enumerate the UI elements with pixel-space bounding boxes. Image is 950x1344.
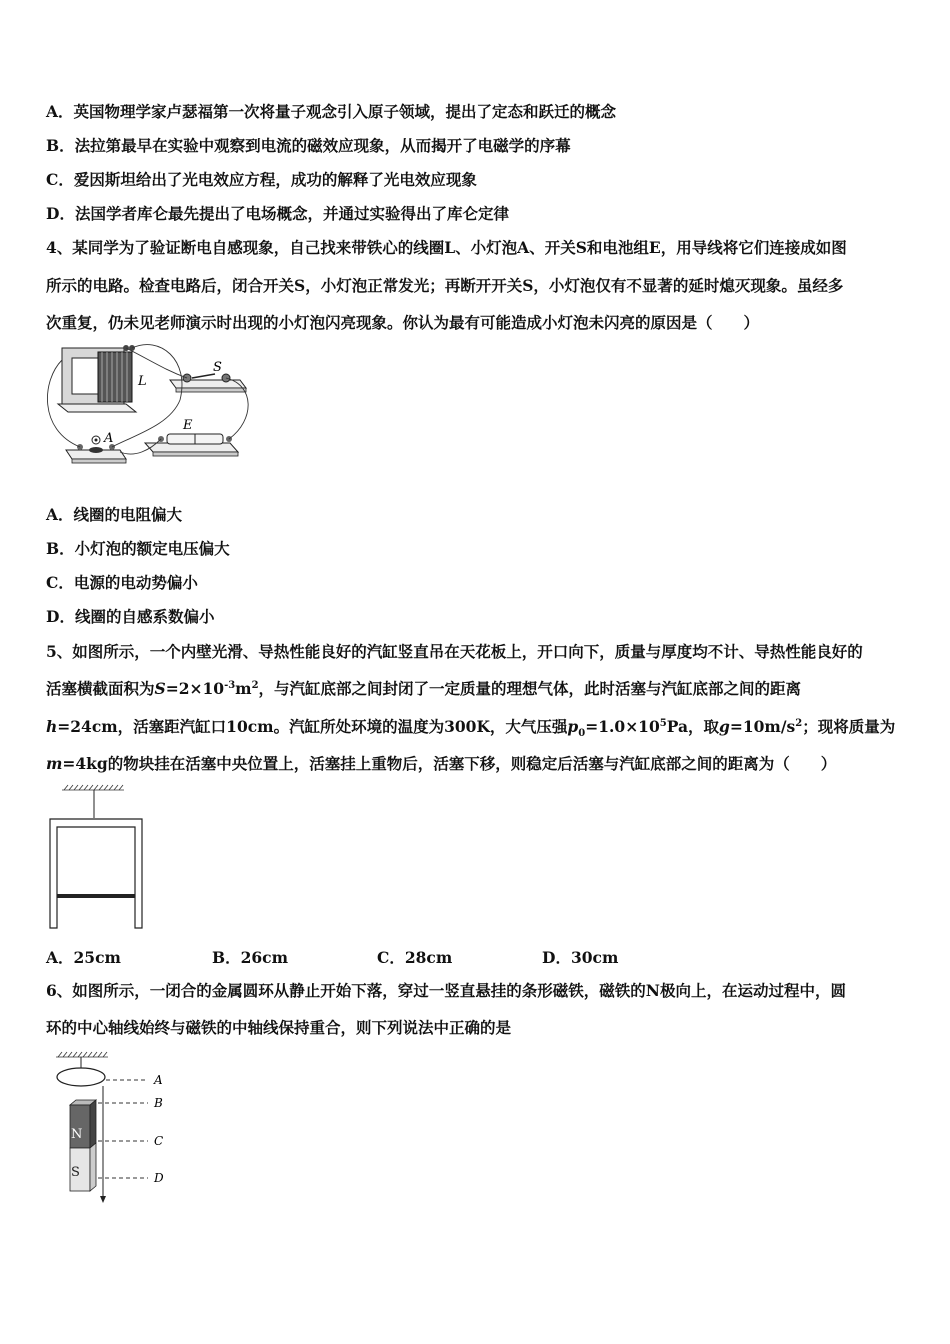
q5-var-h: h xyxy=(46,717,58,736)
q5-exp: 2 xyxy=(795,717,803,729)
coil-label: L xyxy=(138,374,147,389)
q5-var-p: p xyxy=(567,717,579,736)
position-d-label: D xyxy=(154,1171,164,1185)
q3-option-c: C．爱因斯坦给出了光电效应方程，成功的解释了光电效应现象 xyxy=(46,170,477,189)
battery-label: E xyxy=(183,418,193,433)
q4-option-a: A．线圈的电阻偏大 xyxy=(46,505,183,524)
coil-diagram xyxy=(58,345,136,412)
q5-sub: 0 xyxy=(578,728,586,740)
q5-stem-line-4 xyxy=(46,754,836,774)
q4-stem-line-1: 4、某同学为了验证断电自感现象，自己找来带铁心的线圈L、小灯泡A、开关S和电池组E，用导线将它们连接成如图 xyxy=(46,238,847,257)
q3-option-d: D．法国学者库仑最先提出了电场概念，并通过实验得出了库仑定律 xyxy=(46,204,509,223)
q5-text: m xyxy=(235,679,252,698)
north-pole-label: N xyxy=(71,1127,83,1142)
q5-exp: -3 xyxy=(224,679,236,691)
q5-exp: 5 xyxy=(659,717,667,729)
q4-option-b: B．小灯泡的额定电压偏大 xyxy=(46,539,230,558)
battery-diagram xyxy=(145,434,238,456)
q6-stem-line-1: 6、如图所示，一闭合的金属圆环从静止开始下落，穿过一竖直悬挂的条形磁铁，磁铁的N极向上，在运动过程中，圆 xyxy=(46,981,846,1000)
q3-option-b: B．法拉第最早在实验中观察到电流的磁效应现象，从而揭开了电磁学的序幕 xyxy=(46,136,571,155)
q5-text: ；现将质量为 xyxy=(802,717,896,736)
level-lines xyxy=(98,1080,148,1178)
q5-text: ，与汽缸底部之间封闭了一定质量的理想气体，此时活塞与汽缸底部之间的距离 xyxy=(258,679,802,698)
q5-text: =4kg的物块挂在活塞中央位置上，活塞挂上重物后，活塞下移，则稳定后活塞与汽缸底部之间的距离为（ ） xyxy=(62,754,837,773)
metal-ring xyxy=(57,1068,105,1086)
q5-option-d: D．30cm xyxy=(542,948,619,967)
q5-option-b: B．26cm xyxy=(212,948,289,967)
cylinder-wall xyxy=(50,819,142,928)
lamp-diagram xyxy=(66,436,126,463)
q5-stem-line-1: 5、如图所示，一个内壁光滑、导热性能良好的汽缸竖直吊在天花板上，开口向下，质量与厚度均不计、导热性能良好的 xyxy=(46,642,863,661)
q4-option-c: C．电源的电动势偏小 xyxy=(46,573,198,592)
q5-text: =2×10 xyxy=(165,679,225,698)
q5-var-m: m xyxy=(46,754,63,773)
q4-option-d: D．线圈的自感系数偏小 xyxy=(46,607,215,626)
q5-var-S: S xyxy=(154,679,166,698)
q6-stem-line-2: 环的中心轴线始终与磁铁的中轴线保持重合，则下列说法中正确的是 xyxy=(46,1018,512,1037)
q5-text: =1.0×10 xyxy=(585,717,660,736)
position-b-label: B xyxy=(154,1096,163,1110)
q4-stem-line-2: 所示的电路。检查电路后，闭合开关S，小灯泡正常发光；再断开开关S，小灯泡仅有不显著的延时熄灭现象。虽经多 xyxy=(46,276,844,295)
q5-stem-line-2 xyxy=(46,679,801,699)
position-c-label: C xyxy=(154,1134,164,1148)
q5-text: =10m/s xyxy=(729,717,796,736)
q5-text: =24cm，活塞距汽缸口10cm。汽缸所处环境的温度为300K，大气压强 xyxy=(57,717,568,736)
position-a-label: A xyxy=(154,1073,163,1087)
q5-stem-line-3 xyxy=(46,717,896,740)
lamp-label: A xyxy=(104,431,114,446)
q3-option-a: A．英国物理学家卢瑟福第一次将量子观念引入原子领域，提出了定态和跃迁的概念 xyxy=(46,102,617,121)
q5-exp: 2 xyxy=(251,679,259,691)
south-pole-label: S xyxy=(71,1165,80,1180)
q5-option-c: C．28cm xyxy=(377,948,453,967)
q5-text: Pa，取 xyxy=(666,717,720,736)
q4-stem-line-3: 次重复，仍未见老师演示时出现的小灯泡闪亮现象。你认为最有可能造成小灯泡未闪亮的原因是（ ） xyxy=(46,313,760,332)
ceiling-hatch xyxy=(56,1052,108,1057)
q6-magnet-figure xyxy=(48,1050,178,1210)
piston xyxy=(57,894,135,898)
q5-option-a: A．25cm xyxy=(46,948,121,967)
q5-var-g: g xyxy=(719,717,730,736)
down-arrow-icon xyxy=(100,1196,106,1203)
q5-text: 活塞横截面积为 xyxy=(46,679,155,698)
q4-circuit-figure xyxy=(40,340,255,480)
ceiling-hatch xyxy=(62,785,124,790)
q5-cylinder-figure xyxy=(44,782,154,932)
switch-label: S xyxy=(213,360,222,375)
